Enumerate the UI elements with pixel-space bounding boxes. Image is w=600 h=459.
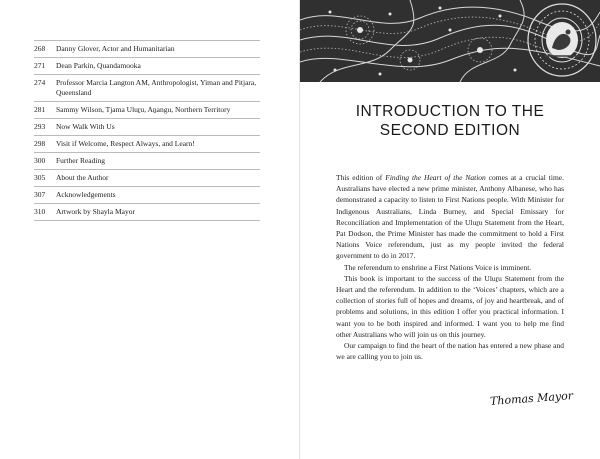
toc-page-number: 305 — [34, 173, 46, 182]
toc-page-number: 268 — [34, 44, 46, 53]
header-artwork — [300, 0, 600, 82]
dot-painting-image — [300, 0, 600, 82]
book-title: Finding the Heart of the Nation — [385, 173, 486, 182]
toc-title: Danny Glover, Actor and Humanitarian — [56, 44, 175, 53]
toc-title: Sammy Wilson, Tjama Uluṟu, Aṉangu, Northern Territory — [56, 105, 231, 114]
toc-page-number: 293 — [34, 122, 46, 131]
toc-row — [34, 136, 260, 153]
toc-row — [34, 204, 260, 221]
paragraph: The referendum to enshrine a First Nations Voice is imminent. — [344, 262, 532, 272]
toc-row — [34, 102, 260, 119]
toc-page-number: 300 — [34, 156, 46, 165]
toc-row — [34, 187, 260, 204]
toc-title: Dean Parkin, Quandamooka — [56, 61, 141, 70]
toc-page-number: 298 — [34, 139, 46, 148]
text-run: comes at a crucial time. Australians have elected a new prime minister, Anthony Albanese, who has demonstrated a capacity to listen to First Nations people. With Minister for Indigenous Australians, Linda Burney, and Special Emissary for Reconciliation and Implementation of the Uluṟu Statement from the Heart, Pat Dodson, the Prime Minister has made the commitment to hold a First Nations Voice referendum, just as my people invited the federal government to do in 2017. — [336, 173, 564, 261]
text-run: This edition of — [336, 173, 386, 182]
toc-row — [34, 41, 260, 58]
toc-row — [34, 58, 260, 75]
chapter-heading-line-2: SECOND EDITION — [379, 122, 521, 139]
toc-page-number: 271 — [34, 61, 46, 70]
paragraph: Our campaign to find the heart of the nation has entered a new phase and we are calling you to join us. — [336, 341, 564, 362]
right-page — [300, 0, 600, 459]
toc-title: Acknowledgements — [56, 190, 116, 199]
table-of-contents — [34, 40, 260, 221]
toc-page-number: 274 — [34, 78, 46, 87]
toc-title: Now Walk With Us — [56, 122, 115, 131]
toc-page-number: 281 — [34, 105, 46, 114]
paragraph — [336, 172, 564, 262]
chapter-heading-line-1: INTRODUCTION TO THE — [355, 103, 545, 120]
toc-title: About the Author — [56, 173, 109, 182]
toc-title: Professor Marcia Langton AM, Anthropologist, Yiman and Pitjara, Queensland — [56, 78, 257, 97]
toc-title: Visit if Welcome, Respect Always, and Learn! — [56, 139, 195, 148]
toc-title: Artwork by Shayla Mayor — [56, 207, 135, 216]
toc-row — [34, 170, 260, 187]
toc-title: Further Reading — [56, 156, 105, 165]
intro-body-text — [336, 172, 564, 362]
paragraph: This book is important to the success of the Uluṟu Statement from the Heart and the referendum. In addition to the ‘Voices’ chapters, which are a collection of stories full of hopes and dreams, of joy and heartbreak, and of problems and solutions, in this edition I offer you practical information. I want you to be both inspired and informed. I want you to help me find other Australians who will join us on this journey. — [336, 273, 564, 339]
toc-row — [34, 75, 260, 102]
toc-page-number: 310 — [34, 207, 46, 216]
toc-row — [34, 153, 260, 170]
toc-row — [34, 119, 260, 136]
author-signature: Thomas Mayor — [489, 389, 574, 408]
toc-page-number: 307 — [34, 190, 46, 199]
